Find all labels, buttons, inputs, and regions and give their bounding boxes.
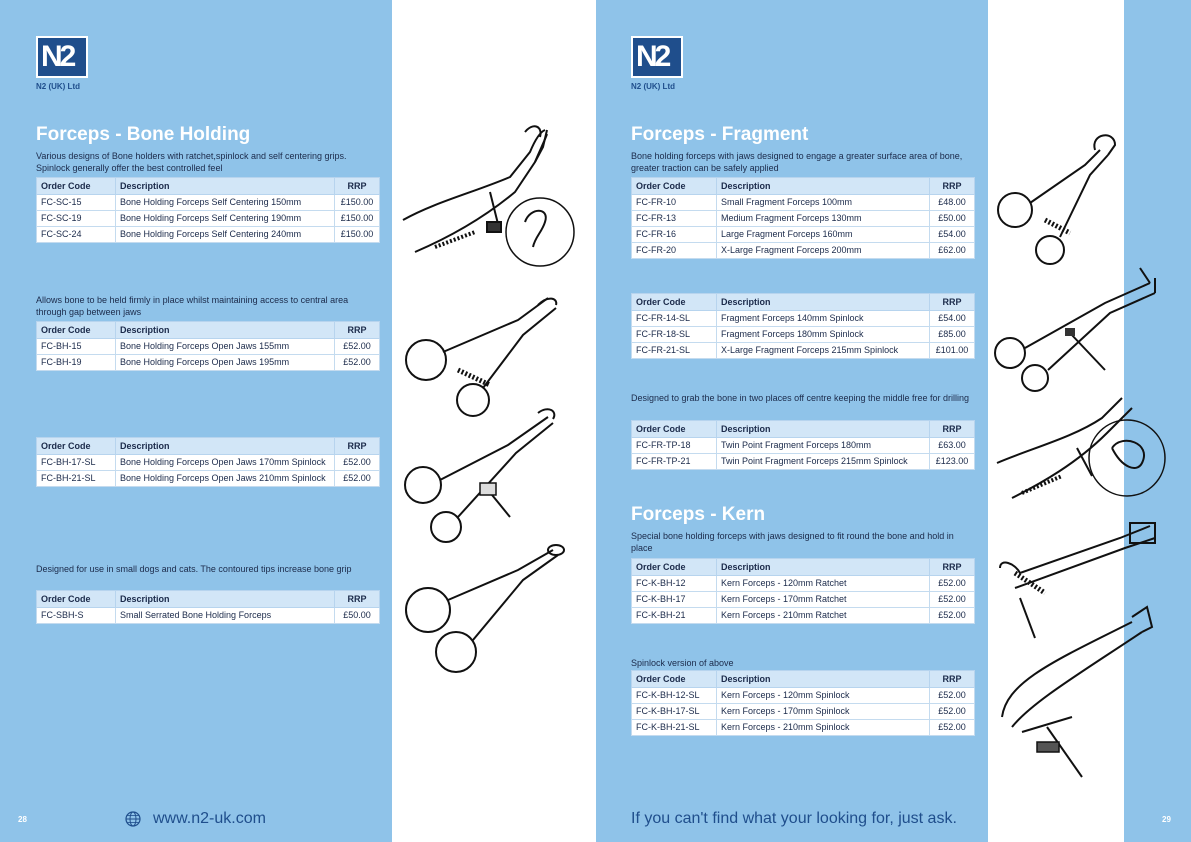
table-row — [632, 576, 975, 592]
order-code: FC-SBH-S — [37, 608, 116, 624]
description: X-Large Fragment Forceps 215mm Spinlock — [717, 343, 930, 359]
description: Bone Holding Forceps Self Centering 190mm — [116, 211, 335, 227]
price: £52.00 — [930, 592, 975, 608]
price: £150.00 — [335, 227, 380, 243]
heading-kern: Forceps - Kern — [631, 504, 766, 525]
description: Small Fragment Forceps 100mm — [717, 195, 930, 211]
table-open-jaws-spinlock — [36, 437, 380, 487]
table-row — [632, 327, 975, 343]
table-row — [632, 704, 975, 720]
table-row — [37, 195, 380, 211]
price: £101.00 — [930, 343, 975, 359]
company-name-left: N2 (UK) Ltd — [36, 82, 80, 91]
price: £52.00 — [335, 455, 380, 471]
description: Bone Holding Forceps Open Jaws 170mm Spinlock — [116, 455, 335, 471]
price: £52.00 — [930, 720, 975, 736]
description: Kern Forceps - 210mm Ratchet — [717, 608, 930, 624]
table-row — [632, 454, 975, 470]
description: Twin Point Fragment Forceps 215mm Spinlock — [717, 454, 930, 470]
price: £52.00 — [930, 704, 975, 720]
table-row — [37, 211, 380, 227]
description: Medium Fragment Forceps 130mm — [717, 211, 930, 227]
table-row — [632, 195, 975, 211]
order-code: FC-SC-19 — [37, 211, 116, 227]
price: £85.00 — [930, 327, 975, 343]
open-jaws-forceps-illustration — [398, 290, 578, 420]
desc-kern: Special bone holding forceps with jaws designed to fit round the bone and hold in place — [631, 531, 954, 553]
order-code: FC-FR-10 — [632, 195, 717, 211]
order-code: FC-SC-24 — [37, 227, 116, 243]
order-code: FC-K-BH-12-SL — [632, 688, 717, 704]
desc-open-jaws: Allows bone to be held firmly in place whilst maintaining access to central area through gap between jaws — [36, 295, 349, 317]
n2-logo-left: N2 — [36, 36, 88, 78]
col-order-code: Order Code — [632, 671, 717, 688]
page-number-left: 28 — [18, 815, 27, 824]
col-order-code: Order Code — [632, 559, 717, 576]
col-rrp: RRP — [930, 294, 975, 311]
footer-tagline: If you can't find what your looking for, just ask. — [631, 810, 957, 827]
description: Bone Holding Forceps Self Centering 240mm — [116, 227, 335, 243]
table-kern — [631, 558, 975, 624]
description: X-Large Fragment Forceps 200mm — [717, 243, 930, 259]
col-rrp: RRP — [930, 178, 975, 195]
col-rrp: RRP — [930, 559, 975, 576]
desc-bone-holding: Various designs of Bone holders with ratchet,spinlock and self centering grips. Spinlock generally offer the best controlled feel — [36, 151, 347, 173]
col-description: Description — [116, 178, 335, 195]
col-order-code: Order Code — [37, 178, 116, 195]
table-fragment — [631, 177, 975, 259]
order-code: FC-FR-14-SL — [632, 311, 717, 327]
order-code: FC-BH-19 — [37, 355, 116, 371]
description: Bone Holding Forceps Self Centering 150mm — [116, 195, 335, 211]
table-row — [632, 592, 975, 608]
table-row — [632, 311, 975, 327]
self-centering-forceps-illustration — [395, 122, 575, 272]
description: Kern Forceps - 120mm Spinlock — [717, 688, 930, 704]
table-open-jaws — [36, 321, 380, 371]
table-row — [37, 227, 380, 243]
fragment-spinlock-illustration — [990, 258, 1165, 393]
order-code: FC-K-BH-21 — [632, 608, 717, 624]
globe-icon — [125, 811, 141, 827]
heading-fragment: Forceps - Fragment — [631, 124, 809, 145]
col-description: Description — [717, 559, 930, 576]
order-code: FC-BH-21-SL — [37, 471, 116, 487]
price: £52.00 — [930, 576, 975, 592]
description: Fragment Forceps 180mm Spinlock — [717, 327, 930, 343]
price: £52.00 — [335, 339, 380, 355]
company-name-right: N2 (UK) Ltd — [631, 82, 675, 91]
order-code: FC-SC-15 — [37, 195, 116, 211]
col-order-code: Order Code — [632, 294, 717, 311]
description: Kern Forceps - 170mm Spinlock — [717, 704, 930, 720]
desc-small-serrated: Designed for use in small dogs and cats. The contoured tips increase bone grip — [36, 564, 352, 574]
table-row — [632, 227, 975, 243]
col-order-code: Order Code — [632, 421, 717, 438]
table-row — [37, 471, 380, 487]
col-rrp: RRP — [335, 591, 380, 608]
table-row — [632, 608, 975, 624]
price: £63.00 — [930, 438, 975, 454]
col-order-code: Order Code — [37, 438, 116, 455]
table-kern-spinlock — [631, 670, 975, 736]
order-code: FC-K-BH-17 — [632, 592, 717, 608]
price: £52.00 — [335, 355, 380, 371]
kern-spinlock-forceps-illustration — [992, 602, 1167, 787]
col-rrp: RRP — [335, 438, 380, 455]
price: £48.00 — [930, 195, 975, 211]
table-small-serrated — [36, 590, 380, 624]
order-code: FC-FR-20 — [632, 243, 717, 259]
table-twin-point — [631, 420, 975, 470]
description: Small Serrated Bone Holding Forceps — [116, 608, 335, 624]
price: £50.00 — [335, 608, 380, 624]
order-code: FC-FR-13 — [632, 211, 717, 227]
description: Kern Forceps - 170mm Ratchet — [717, 592, 930, 608]
table-self-centering — [36, 177, 380, 243]
col-rrp: RRP — [930, 421, 975, 438]
description: Large Fragment Forceps 160mm — [717, 227, 930, 243]
col-description: Description — [116, 438, 335, 455]
col-order-code: Order Code — [37, 591, 116, 608]
desc-twin-point: Designed to grab the bone in two places off centre keeping the middle free for drilling — [631, 393, 970, 403]
heading-bone-holding: Forceps - Bone Holding — [36, 124, 251, 145]
description: Bone Holding Forceps Open Jaws 210mm Spinlock — [116, 471, 335, 487]
col-rrp: RRP — [335, 322, 380, 339]
table-row — [632, 720, 975, 736]
price: £54.00 — [930, 311, 975, 327]
description: Kern Forceps - 120mm Ratchet — [717, 576, 930, 592]
col-description: Description — [717, 294, 930, 311]
description: Kern Forceps - 210mm Spinlock — [717, 720, 930, 736]
fragment-forceps-illustration — [990, 125, 1120, 270]
price: £52.00 — [335, 471, 380, 487]
price: £123.00 — [930, 454, 975, 470]
description: Bone Holding Forceps Open Jaws 155mm — [116, 339, 335, 355]
col-order-code: Order Code — [37, 322, 116, 339]
table-row — [632, 343, 975, 359]
description: Bone Holding Forceps Open Jaws 195mm — [116, 355, 335, 371]
order-code: FC-K-BH-12 — [632, 576, 717, 592]
table-row — [632, 211, 975, 227]
desc-kern-spinlock: Spinlock version of above — [631, 658, 734, 668]
col-description: Description — [717, 671, 930, 688]
order-code: FC-FR-18-SL — [632, 327, 717, 343]
order-code: FC-FR-TP-21 — [632, 454, 717, 470]
table-row — [37, 339, 380, 355]
order-code: FC-K-BH-21-SL — [632, 720, 717, 736]
order-code: FC-K-BH-17-SL — [632, 704, 717, 720]
table-row — [37, 355, 380, 371]
open-jaws-spinlock-illustration — [398, 405, 578, 545]
order-code: FC-FR-16 — [632, 227, 717, 243]
table-row — [632, 243, 975, 259]
website-link[interactable]: www.n2-uk.com — [153, 810, 266, 827]
table-fragment-spinlock — [631, 293, 975, 359]
twin-point-forceps-illustration — [992, 388, 1167, 503]
small-serrated-forceps-illustration — [398, 540, 578, 680]
price: £150.00 — [335, 211, 380, 227]
description: Fragment Forceps 140mm Spinlock — [717, 311, 930, 327]
price: £150.00 — [335, 195, 380, 211]
col-rrp: RRP — [930, 671, 975, 688]
order-code: FC-BH-17-SL — [37, 455, 116, 471]
order-code: FC-BH-15 — [37, 339, 116, 355]
table-row — [632, 438, 975, 454]
price: £52.00 — [930, 608, 975, 624]
col-description: Description — [116, 591, 335, 608]
page-number-right: 29 — [1162, 815, 1171, 824]
desc-fragment: Bone holding forceps with jaws designed to engage a greater surface area of bone, greater traction can be safely applied — [631, 151, 963, 173]
price: £50.00 — [930, 211, 975, 227]
table-row — [37, 455, 380, 471]
price: £54.00 — [930, 227, 975, 243]
col-description: Description — [717, 421, 930, 438]
order-code: FC-FR-TP-18 — [632, 438, 717, 454]
order-code: FC-FR-21-SL — [632, 343, 717, 359]
description: Twin Point Fragment Forceps 180mm — [717, 438, 930, 454]
col-description: Description — [116, 322, 335, 339]
table-row — [37, 608, 380, 624]
table-row — [632, 688, 975, 704]
col-order-code: Order Code — [632, 178, 717, 195]
col-rrp: RRP — [335, 178, 380, 195]
price: £52.00 — [930, 688, 975, 704]
col-description: Description — [717, 178, 930, 195]
price: £62.00 — [930, 243, 975, 259]
n2-logo-right: N2 — [631, 36, 683, 78]
